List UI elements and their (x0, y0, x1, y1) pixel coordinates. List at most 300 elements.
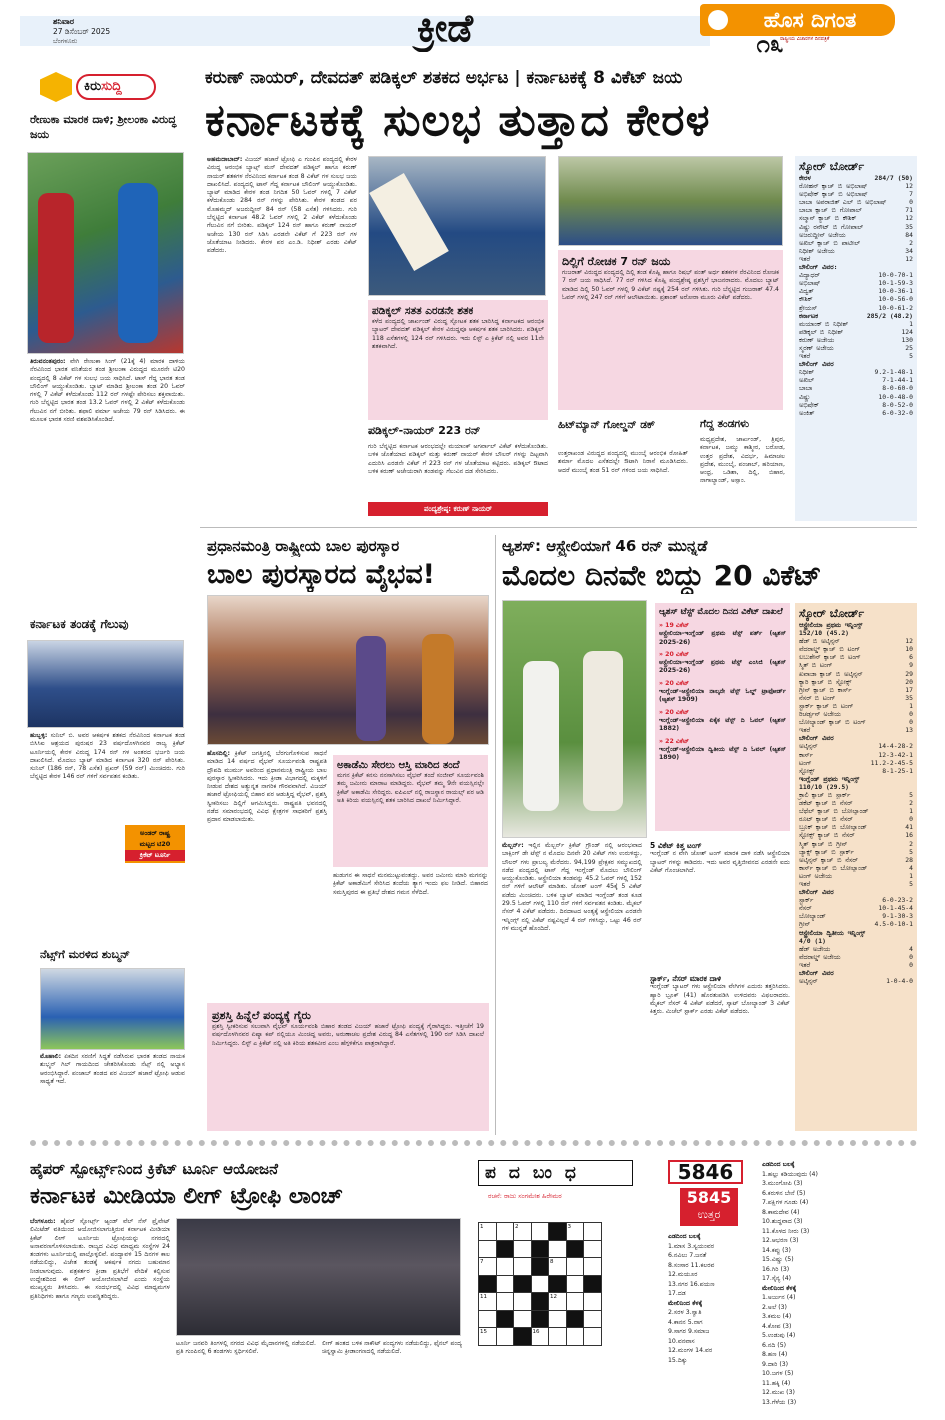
batting-row-player: ಕ್ಯಾರಿ (799, 677, 809, 686)
sb2-bowl2-title: ಬೌಲಿಂಗ್ ವಿವರ (799, 888, 834, 897)
dad-box (333, 755, 488, 867)
bowling-row-figures: 9.2-1-48-1 (874, 368, 913, 377)
section-title: ಕ್ರೀಡೆ (416, 6, 474, 50)
kmcl-text: ಹೈಪರ್ ಸ್ಪೋರ್ಟ್ಸ್ ಆ್ಯಂಡ್ ವೆಲ್ ನೆಸ್ ಪ್ರೈವೇಟ್ ಲಿಮಿಟೆಡ್ ವತಿಯಿಂದ ಆಯೋಜಿಸಲಾಗುತ್ತಿರುವ ಕರ್ನಾಟಕ ಮೀಡಿಯಾ ಕ್ರಿಕೆಟ್ ಲೀಗ್ ಟೂರ್ನಿಯ ಟ್ರೋಫಿಯನ್ನು ನಗರದಲ್ಲಿ ಅನಾವರಣಗೊಳಿಸಲಾಯಿತು. ರಾಜ್ಯದ ವಿವಿಧ ಮಾಧ್ಯಮ ಸಂಸ್ಥೆಗಳ 24 ತಂಡಗಳು ಟೂರ್ನಿಯಲ್ಲಿ ಪಾಲ್ಗೊಳ್ಳಲಿವೆ. ಪಂದ್ಯಾವಳಿ 15 ದಿನಗಳ ಕಾಲ ನಡೆಯಲಿದ್ದು, ವಿಜೇತ ತಂಡಕ್ಕೆ ಆಕರ್ಷಕ ನಗದು ಬಹುಮಾನ ನೀಡಲಾಗುವುದು. ಪತ್ರಕರ್ತರ ಕ್ರೀಡಾ ಪ್ರತಿಭೆಗೆ ವೇದಿಕೆ ಕಲ್ಪಿಸುವ ಉದ್ದೇಶದಿಂದ ಈ ಲೀಗ್ ಆಯೋಜಿಸಲಾಗಿದೆ ಎಂದು ಸಂಸ್ಥೆಯ ಮುಖ್ಯಸ್ಥರು ತಿಳಿಸಿದರು. ಈ ಸಂದರ್ಭದಲ್ಲಿ ವಿವಿಧ ಮಾಧ್ಯಮಗಳ ಪ್ರತಿನಿಧಿಗಳು ಹಾಗೂ ಗಣ್ಯರು ಉಪಸ್ಥಿತರಿದ್ದರು. (30, 1218, 170, 1300)
bowling-row-bowler: ಅಭಿಷೇಕ್ (799, 400, 819, 409)
batting-row (799, 848, 913, 856)
sb2-bowl1-title: ಬೌಲಿಂಗ್ ವಿವರ (799, 734, 834, 743)
batting-row-how (810, 880, 909, 888)
batting-row-how: ಅಜೇಯ (823, 952, 841, 961)
clue-item: 11.ಹಕ್ಕಿ (4) (762, 1379, 791, 1387)
batting-row (799, 815, 913, 823)
grid-cell[interactable]: 16 (531, 1328, 549, 1346)
grid-cell[interactable] (514, 1240, 532, 1258)
batting-row-how: ಕ್ಯಾಚ್ ಬಿ ಟಂಗ್ (823, 653, 861, 662)
paper-name: ಹೊಸ ದಿಗಂತ (763, 8, 857, 32)
kiru-dateline: ತಿರುವನಂತಪುರಂ: (30, 358, 66, 365)
renuka-photo (27, 152, 184, 354)
record-desc: ಆಸ್ಟ್ರೇಲಿಯಾ-ಇಂಗ್ಲೆಂಡ್ ಪ್ರಥಮ ಟೆಸ್ಟ್ ಎಂಸಿಜಿ (ಆ್ಯಶಸ್ 2025-26) (659, 659, 786, 675)
clue-item: 10.ಶುದ್ಧವಾದ (3) (762, 1218, 803, 1225)
grid-row (479, 1310, 602, 1328)
batting-row-player: ಸಲ್ಮಾನ್ (799, 214, 816, 223)
grid-cell[interactable] (514, 1293, 532, 1311)
bowling-row-figures: 8-0-60-0 (882, 384, 913, 393)
sb2-bowling-3 (799, 977, 913, 985)
batting-row (799, 702, 913, 710)
batting-row-how: ಕ್ಯಾಚ್ ಬಿ ಕಾರ್ಸ್ (813, 685, 852, 694)
bowling-row (799, 409, 913, 417)
kmcl-headline: ಕರ್ನಾಟಕ ಮೀಡಿಯಾ ಲೀಗ್ ಟ್ರೋಫಿ ಲಾಂಚ್ (30, 1184, 343, 1209)
answers-across-title: ಎಡದಿಂದ ಬಲಕ್ಕೆ (668, 1233, 701, 1240)
clue-item: 1.ಹಲ್ಲು ಕಡಿಯುವುದು (4) (762, 1170, 818, 1178)
sub1-title: 5 ವಿಕೆಟ್ ಕಿತ್ತ ಟಂಗ್ (650, 842, 702, 850)
grid-cell[interactable] (549, 1310, 567, 1328)
grid-cell[interactable] (531, 1275, 549, 1293)
batting-row-player: ಅಜರುದ್ದೀನ್ (799, 230, 826, 239)
sb1-team2-total: 285/2 (48.2) (866, 311, 913, 320)
batting-row-runs: 28 (905, 855, 913, 864)
batting-row-how: ಕ್ಯಾಚ್ ಬಿ ನೆಸರ್ (815, 799, 853, 808)
bowling-row-bowler: ಸ್ಟಾರ್ಕ್ (799, 896, 814, 905)
bowling-row (799, 295, 913, 303)
bowling-row-bowler: ಅಟ್ಕಿನ್ಸನ್ (799, 742, 818, 751)
bowling-row-figures: 14-4-28-2 (878, 742, 913, 751)
batting-row (799, 961, 913, 969)
batting-row-player: ಇತರೆ (799, 254, 811, 263)
bowling-row-figures: 10-0-56-0 (878, 295, 913, 304)
grid-cell[interactable]: 3 (566, 1223, 584, 1241)
nair-photo (368, 156, 546, 296)
bowling-row (799, 279, 913, 287)
sb2-inn3-total: 4/0 (1) (799, 936, 826, 945)
batting-row-runs: 5 (909, 880, 913, 888)
batting-row-player: ಇತರೆ (799, 880, 811, 888)
sb2-batting-1 (799, 637, 913, 734)
clue-item: 4.ಕೋಪ (3) (762, 1322, 792, 1330)
clue-item: 1.ಅರ್ಜುನ (4) (762, 1294, 796, 1301)
shell-body: ಪ್ರಶಸ್ತಿ ಸ್ವೀಕರಿಸುವ ಸಲುವಾಗಿ ವೈಭವ್ ಸೂರ್ಯವಂಶಿ ಬಿಹಾರ ತಂಡದ ವಿಜಯ್ ಹಜಾರೆ ಟ್ರೋಫಿ ಪಂದ್ಯಕ್ಕೆ ಗೈರಾಗಿದ್ದರು. ಇತ್ತೀಚೆಗೆ 19 ವರ್ಷದೊಳಗಿನವರ ಏಷ್ಯಾ ಕಪ್ ನಲ್ಲಿಯೂ ಮಿಂಚಿದ್ದ ಅವರು, ಅರುಣಾಚಲ ಪ್ರದೇಶ ವಿರುದ್ಧ 84 ಎಸೆತಗಳಲ್ಲಿ 190 ರನ್ ಸಿಡಿಸಿ ದಾಖಲೆ ನಿರ್ಮಿಸಿದ್ದರು. ಲಿಸ್ಟ್ ಎ ಕ್ರಿಕೆಟ್ ನಲ್ಲಿ ಅತಿ ಕಿರಿಯ ಶತಕವೀರ ಎಂಬ ಹೆಗ್ಗಳಿಕೆಗೂ ಪಾತ್ರರಾಗಿದ್ದಾರೆ. (212, 1023, 484, 1047)
batting-row-player: ಬ್ರೂಕ್ (799, 823, 813, 832)
clue-item: 15.ವಿಷ್ಣು (5) (762, 1256, 794, 1263)
award-photo (207, 595, 489, 745)
batting-row-runs: 10 (905, 645, 913, 654)
bala-text: ಕ್ರಿಕೆಟ್ ಜಗತ್ತಿನಲ್ಲಿ ಬೆರಗುಗೊಳಿಸುವ ಸಾಧನೆ ಮಾಡಿದ 14 ವರ್ಷದ ವೈಭವ್ ಸೂರ್ಯವಂಶಿ ರಾಷ್ಟ್ರಪತಿ ದ್ರೌಪದಿ ಮುರ್ಮು ಅವರಿಂದ ಪ್ರಧಾನಮಂತ್ರಿ ರಾಷ್ಟ್ರೀಯ ಬಾಲ ಪುರಸ್ಕಾರ ಸ್ವೀಕರಿಸಿದರು. ಇದು ಕ್ರೀಡಾ ವಿಭಾಗದಲ್ಲಿ ಮಕ್ಕಳಿಗೆ ನೀಡುವ ದೇಶದ ಅತ್ಯುನ್ನತ ನಾಗರಿಕ ಗೌರವವಾಗಿದೆ. ವಿಜಯ್ ಹಜಾರೆ ಟ್ರೋಫಿಯಲ್ಲಿ ಬಿಹಾರ ಪರ ಆಡುತ್ತಿದ್ದ ವೈಭವ್, ಪ್ರಶಸ್ತಿ ಸ್ವೀಕರಿಸಲು ದಿಲ್ಲಿಗೆ ಆಗಮಿಸಿದ್ದರು. ರಾಷ್ಟ್ರಪತಿ ಭವನದಲ್ಲಿ ನಡೆದ ಸಮಾರಂಭದಲ್ಲಿ ವಿವಿಧ ಕ್ಷೇತ್ರಗಳ ಸಾಧಕರಿಗೆ ಪ್ರಶಸ್ತಿ ಪ್ರದಾನ ಮಾಡಲಾಯಿತು. (207, 750, 327, 824)
day: ಶನಿವಾರ (53, 17, 75, 26)
grid-cell[interactable] (566, 1293, 584, 1311)
batting-row-how: ಕ್ಯಾಚ್ ಬಿ ಸ್ಟಾರ್ಕ್ (811, 790, 851, 799)
batting-row-player: ಕಾರ್ಸ್ (799, 863, 813, 872)
batting-row-how (810, 352, 909, 360)
grid-cell[interactable]: 12 (549, 1293, 567, 1311)
batting-row-player: ಹೆಡ್ (799, 637, 810, 646)
batting-row-how: ಕ್ಯಾಚ್ ಬಿ ಬೋಲ್ಯಾಂಡ್ (815, 823, 867, 832)
batting-row-player: ಅಟ್ಕಿನ್ಸನ್ (799, 855, 818, 864)
answer-item: 4.ಕಾನನ 5.ನಾಗ (668, 1318, 703, 1326)
batting-row (799, 807, 913, 815)
batting-row-player: ವಿಷ್ಣು (799, 222, 811, 231)
bowling-row (799, 977, 913, 985)
batting-row-how: ಕ್ಯಾಚ್ ಬಿ ಬೋಲ್ಯಾಂಡ್ (817, 807, 869, 816)
grid-block (549, 1223, 567, 1241)
batting-row-how: ಕ್ಯಾಚ್ ಬಿ ಅಭಿಲಾಷ್ (821, 190, 868, 199)
page-number: ೧೩ (756, 30, 784, 58)
batting-row-runs: 1 (909, 319, 913, 328)
dad-title: ಅಕಾಡೆಮಿ ಸೇರಲು ಆಸ್ತಿ ಮಾರಿದ ತಂದೆ (337, 760, 460, 771)
delhi-title: ದಿಲ್ಲಿಗೆ ರೋಚಕ 7 ರನ್ ಜಯ (562, 255, 671, 268)
batting-row-runs: 0 (909, 960, 913, 969)
clue-item: 17.ಸೈನ್ಯ (4) (762, 1275, 792, 1282)
batting-row-how: ಅಜೇಯ (816, 335, 835, 344)
batting-row-how: ಎಲ್ ಬಿ ಅಭಿಲಾಷ್ (842, 198, 887, 207)
batting-row (799, 678, 913, 686)
winners-body: ಮಧ್ಯಪ್ರದೇಶ, ಜಾರ್ಖಂಡ್, ತ್ರಿಪುರ, ಕರ್ನಾಟಕ, ಜಮ್ಮು ಕಾಶ್ಮೀರ, ಬರೋಡ, ಉತ್ತರ ಪ್ರದೇಶ, ವಿದರ್ಭ, ಹಿಮಾಚಲ ಪ್ರದೇಶ, ಮುಂಬೈ, ಪಂಜಾಬ್, ಹರಿಯಾಣ, ಆಂಧ್ರ, ಒಡಿಶಾ, ದಿಲ್ಲಿ, ಬಿಹಾರ, ನಾಗಾಲ್ಯಾಂಡ್, ಅಸ್ಸಾಂ. (700, 436, 785, 485)
shubman-body (40, 1053, 185, 1135)
batting-row-how: ಕ್ಯಾಚ್ ಬಿ ಅಟ್ಕಿನ್ಸನ್ (819, 669, 863, 678)
record-count: » 20 ವಿಕೆಟ್ (659, 708, 689, 716)
pair223-title: ಪಡಿಕ್ಕಲ್-ನಾಯರ್ 223 ರನ್ (368, 424, 481, 437)
grid-block (531, 1310, 549, 1328)
sb1-team2: ಕರ್ನಾಟಕ (799, 311, 819, 320)
bowling-row (799, 920, 913, 928)
batting-row (799, 182, 913, 190)
batting-row (799, 840, 913, 848)
grid-cell[interactable]: 8 (549, 1258, 567, 1276)
bowling-row (799, 393, 913, 401)
batting-row (799, 694, 913, 702)
batting-row-how: ಬಿ ಟಂಗ್ (814, 693, 836, 702)
record-count: » 20 ವಿಕೆಟ್ (659, 679, 689, 687)
ashes-sub2 (650, 975, 790, 1133)
clue-item: 10.ಜಗಳ (5) (762, 1370, 794, 1377)
batting-row-player: ಇತರೆ (799, 726, 811, 735)
clue-item: 11.ಕೊಳದ ನೀರು (3) (762, 1227, 810, 1235)
padikkal-title: ಪಡಿಕ್ಕಲ್ ಸತತ ಎರಡನೇ ಶತಕ (372, 305, 474, 317)
record-item (659, 709, 786, 734)
batting-row-player: ಸ್ಮಿತ್ (799, 661, 809, 670)
record-item (659, 738, 786, 763)
kiru-suddi-logo (40, 72, 158, 102)
grid-cell[interactable] (549, 1240, 567, 1258)
batting-row-how: ಅಜೇಯ (812, 944, 831, 953)
batting-row-runs: 35 (905, 693, 913, 702)
padikkal-body: ಕಳೆದ ಪಂದ್ಯದಲ್ಲಿ ಜಾರ್ಖಂಡ್ ವಿರುದ್ಧ ಸ್ಫೋಟಕ ಶತಕ ಬಾರಿಸಿದ್ದ ಕರ್ನಾಟಕದ ಆರಂಭಿಕ ಬ್ಯಾಟರ್ ದೇವದತ್ ಪಡಿಕ್ಕಲ್ ಕೇರಳ ವಿರುದ್ಧವೂ ಆಕರ್ಷಕ ಶತಕ ಬಾರಿಸಿದರು. ಪಡಿಕ್ಕಲ್ 118 ಎಸೆತಗಳಲ್ಲಿ 124 ರನ್ ಗಳಿಸಿದರು. ಇದು ಲಿಸ್ಟ್ ಎ ಕ್ರಿಕೆಟ್ ನಲ್ಲಿ ಅವರ 11ನೇ ಶತಕವಾಗಿದೆ. (372, 318, 544, 350)
batting-row-runs: 34 (905, 246, 913, 255)
clue-item: 8.ಕಾಮದೇವ (4) (762, 1208, 800, 1216)
bowling-row-bowler: ಅಖಿಲ್ (799, 376, 815, 385)
bowling-row-bowler: ಕೌಶಿಕ್ (799, 295, 813, 304)
grid-cell[interactable] (584, 1258, 602, 1276)
batting-row-how: ಕ್ಯಾಚ್ ಬಿ ನೆಸರ್ (815, 815, 853, 824)
suddi-label: ಸುದ್ದಿ (101, 79, 122, 94)
batting-row-runs: 0 (909, 198, 913, 207)
grid-row (479, 1275, 602, 1293)
k-tandakke-dateline: ಹುಬ್ಬಳ್ಳಿ: (30, 732, 48, 739)
grid-cell[interactable] (584, 1328, 602, 1346)
grid-cell[interactable] (514, 1258, 532, 1276)
clues-across-title: ಎಡದಿಂದ ಬಲಕ್ಕೆ (762, 1161, 795, 1168)
bowling-row (799, 742, 913, 750)
batting-row (799, 320, 913, 328)
ashes-body (502, 842, 642, 1132)
ashes-text: ಇಲ್ಲಿನ ಮೆಲ್ಬರ್ನ್ ಕ್ರಿಕೆಟ್ ಗ್ರೌಂಡ್ ನಲ್ಲಿ ಆರಂಭವಾದ ಬಾಕ್ಸಿಂಗ್ ಡೇ ಟೆಸ್ಟ್ ನ ಮೊದಲ ದಿನವೇ 20 ವಿಕೆಟ್ ಗಳು ಉರುಳಿದ್ದು, ಬೌಲರ್ ಗಳು ಪ್ರಾಬಲ್ಯ ಮೆರೆದರು. 94,199 ಪ್ರೇಕ್ಷಕರ ಸಮ್ಮುಖದಲ್ಲಿ ನಡೆದ ಪಂದ್ಯದಲ್ಲಿ ಟಾಸ್ ಗೆದ್ದ ಇಂಗ್ಲೆಂಡ್ ಮೊದಲು ಬೌಲಿಂಗ್ ಆಯ್ದುಕೊಂಡಿತು. ಆಸ್ಟ್ರೇಲಿಯಾ ತಂಡವನ್ನು 45.2 ಓವರ್ ಗಳಲ್ಲಿ 152 ರನ್ ಗಳಿಗೆ ಆಲೌಟ್ ಮಾಡಿತು. ಜೋಶ್ ಟಂಗ್ 45ಕ್ಕೆ 5 ವಿಕೆಟ್ ಪಡೆದು ಮಿಂಚಿದರು. ಬಳಿಕ ಬ್ಯಾಟ್ ಮಾಡಿದ ಇಂಗ್ಲೆಂಡ್ ತಂಡ ಕೂಡ 29.5 ಓವರ್ ಗಳಲ್ಲಿ 110 ರನ್ ಗಳಿಗೆ ಸರ್ವಪತನ ಕಂಡಿತು. ಮೈಕಲ್ ನೆಸರ್ 4 ವಿಕೆಟ್ ಪಡೆದರು. ದಿನದಾಟದ ಅಂತ್ಯಕ್ಕೆ ಆಸ್ಟ್ರೇಲಿಯಾ ಎರಡನೇ ಇನ್ನಿಂಗ್ಸ್ ನಲ್ಲಿ ವಿಕೆಟ್ ನಷ್ಟವಿಲ್ಲದೆ 4 ರನ್ ಗಳಿಸಿದ್ದು, ಒಟ್ಟು 46 ರನ್ ಗಳ ಮುನ್ನಡೆ ಹೊಂದಿದೆ. (502, 842, 642, 932)
batting-row-player: ಕ್ರಾಲಿ (799, 790, 809, 799)
batting-row-runs: 5 (909, 790, 913, 799)
kmcl-body (30, 1218, 170, 1413)
bowling-row (799, 304, 913, 312)
bowling-row-bowler: ವಿದ್ಯಾಧರ್ (799, 271, 820, 280)
grid-cell[interactable] (584, 1293, 602, 1311)
batting-row-how: ಅಜೇಯ (817, 246, 835, 255)
batting-row-player: ಬೆಥೆಲ್ (799, 807, 815, 816)
batting-row (799, 953, 913, 961)
batting-row-runs: 12 (905, 254, 913, 263)
ashes-sub1 (650, 842, 790, 972)
clues-across (762, 1170, 917, 1284)
batting-row-runs: 124 (901, 327, 913, 336)
bowling-row-bowler: ಕಾರ್ಸ್ (799, 750, 813, 759)
bowling-row (799, 759, 913, 767)
batting-row-runs: 1 (909, 807, 913, 816)
tagline: ರಾಷ್ಟ್ರೀಯ ವಿಚಾರಗಳ ದಿನಪತ್ರಿಕೆ (780, 36, 830, 42)
batting-row-runs: 84 (905, 230, 913, 239)
bowling-row-figures: 10-0-70-1 (878, 271, 913, 280)
answer-item: 10.ವನವಾಸ (668, 1337, 695, 1345)
u20-badge (125, 825, 185, 863)
grid-cell[interactable]: 1 (479, 1223, 497, 1241)
batting-row-player: ಮಯಾಂಕ್ (799, 319, 822, 328)
bowling-row (799, 271, 913, 279)
batting-row (799, 710, 913, 718)
bowling-row-figures: 6-0-23-2 (882, 896, 913, 905)
clues-down (762, 1293, 917, 1407)
shubman-text: ಏಕದಿನ ಸರಣಿಗೆ ಸಿದ್ಧತೆ ನಡೆಸಿರುವ ಭಾರತ ತಂಡದ ನಾಯಕ ಶುಭ್ಮನ್ ಗಿಲ್ ಗಾಯದಿಂದ ಚೇತರಿಸಿಕೊಂಡು ನೆಟ್ಸ್ ನಲ್ಲಿ ಅಭ್ಯಾಸ ಆರಂಭಿಸಿದ್ದಾರೆ. ಪಂಜಾಬ್ ತಂಡದ ಪರ ವಿಜಯ್ ಹಜಾರೆ ಟ್ರೋಫಿ ಆಡುವ ಸಾಧ್ಯತೆ ಇದೆ. (40, 1053, 185, 1085)
clue-item: 13.ಗೆಳೆಯ (3) (762, 1398, 797, 1406)
grid-cell[interactable]: 11 (479, 1293, 497, 1311)
answer-item: 9.ಸಾಗರ 9.ಸಮಾಜ (668, 1328, 710, 1335)
batting-row-player: ನೆಸರ್ (799, 693, 812, 702)
bowling-row-figures: 10-0-61-2 (878, 303, 913, 312)
u20-line1: ಅಂಡರ್ ರಾಷ್ಟ್ರ (140, 829, 170, 837)
kmcl-body-3: ಲೀಗ್ ಹಂತದ ಬಳಿಕ ನಾಕೌಟ್ ಪಂದ್ಯಗಳು ನಡೆಯಲಿದ್ದು, ಫೈನಲ್ ಪಂದ್ಯ ಚಿನ್ನಸ್ವಾಮಿ ಕ್ರೀಡಾಂಗಣದಲ್ಲಿ ನಡೆಯಲಿದೆ. (322, 1340, 462, 1356)
bala-headline: ಬಾಲ ಪುರಸ್ಕಾರದ ವೈಭವ! (207, 559, 435, 590)
batting-row-runs: 0 (909, 815, 913, 824)
bowling-row-figures: 12-3-42-1 (878, 750, 913, 759)
batting-row-player: ಪಡಿಕ್ಕಲ್ (799, 327, 817, 336)
ashes-dateline: ಮೆಲ್ಬರ್ನ್: (502, 842, 524, 849)
answer-item: 2.ಸರಳ 3.ಸ್ವಾತಿ (668, 1309, 702, 1316)
batting-row (799, 670, 913, 678)
grid-cell[interactable] (479, 1240, 497, 1258)
batting-row-player: ರಿಚರ್ಡ್ಸನ್ (799, 710, 821, 719)
answers-down-title: ಮೇಲಿನಿಂದ ಕೆಳಕ್ಕೆ (668, 1299, 703, 1307)
bowling-row-figures: 10-1-45-4 (878, 904, 913, 913)
answer-item: 17.ದಡ (668, 1290, 686, 1297)
clue-item: 12.ಆಭರಣ (3) (762, 1237, 799, 1244)
hitman-title: ಹಿಟ್‌ಮ್ಯಾನ್ ಗೋಲ್ಡನ್ ಡಕ್ (558, 419, 656, 431)
batting-row-runs: 4 (909, 863, 913, 872)
batting-row-player: ಲಬುಶೇನ್ (799, 653, 821, 662)
grid-row (479, 1223, 602, 1241)
grid-cell[interactable] (566, 1275, 584, 1293)
clue-item: 16.ಗಿರಿ (3) (762, 1265, 790, 1273)
bowling-row-bowler: ಗ್ರೀನ್ (799, 920, 811, 929)
sb2-inn1: ಆಸ್ಟ್ರೇಲಿಯಾ ಪ್ರಥಮ ಇನ್ನಿಂಗ್ಸ್ (799, 621, 863, 629)
record-desc: ಇಂಗ್ಲೆಂಡ್-ಆಸ್ಟ್ರೇಲಿಯಾ ದ್ವಿತೀಯ ಟೆಸ್ಟ್ ದಿ ಓವಲ್ (ಆ್ಯಶಸ್ 1890) (659, 745, 786, 762)
batting-row (799, 223, 913, 231)
puzzle-author: ರಚನೆ: ರಾಜು ಸಂಗಮೇಶ ಹಿರೇಮಠ (488, 1192, 562, 1200)
sub2-body: ಇಂಗ್ಲೆಂಡ್ ಬ್ಯಾಟರ್ ಗಳು ಆಸ್ಟ್ರೇಲಿಯಾ ವೇಗಿಗಳ ಎದುರು ತತ್ತರಿಸಿದರು. ಹ್ಯಾರಿ ಬ್ರೂಕ್ (41) ಹೊರತುಪಡಿಸಿ ಉಳಿದವರು ವಿಫಲರಾದರು. ಮೈಕಲ್ ನೆಸರ್ 4 ವಿಕೆಟ್ ಪಡೆದರೆ, ಸ್ಕಾಟ್ ಬೋಲ್ಯಾಂಡ್ 3 ವಿಕೆಟ್ ಕಿತ್ತರು. ಮಿಚೆಲ್ ಸ್ಟಾರ್ಕ್ ಎರಡು ವಿಕೆಟ್ ಪಡೆದರು. (650, 983, 790, 1016)
bowling-row (799, 751, 913, 759)
grid-cell[interactable] (584, 1223, 602, 1241)
batting-row-runs: 0 (909, 952, 913, 961)
city: ಬೆಂಗಳೂರು (53, 37, 78, 45)
sb2-inn1-total: 152/10 (45.2) (799, 629, 850, 638)
batting-row-runs: 0 (909, 710, 913, 719)
grid-block (479, 1275, 497, 1293)
scoreboard-2 (795, 603, 917, 1131)
bowling-row-bowler: ಟಂಗ್ (799, 758, 812, 767)
bowling-row-figures: 1-0-4-0 (886, 977, 913, 986)
delhi-body: ಗುಜರಾತ್ ವಿರುದ್ಧದ ಪಂದ್ಯದಲ್ಲಿ ದಿಲ್ಲಿ ತಂಡ ಕೊಹ್ಲಿ ಹಾಗೂ ರಿಷಭ್ ಪಂತ್ ಅರ್ಧ ಶತಕಗಳ ನೆರವಿನಿಂದ ರೋಚಕ 7 ರನ್ ಜಯ ಸಾಧಿಸಿದೆ. 77 ರನ್ ಗಳಿಸಿದ ಕೊಹ್ಲಿ ಪಂದ್ಯಶ್ರೇಷ್ಠ ಪ್ರಶಸ್ತಿಗೆ ಭಾಜನರಾದರು. ಮೊದಲು ಬ್ಯಾಟ್ ಮಾಡಿದ ದಿಲ್ಲಿ 50 ಓವರ್ ಗಳಲ್ಲಿ 9 ವಿಕೆಟ್ ನಷ್ಟಕ್ಕೆ 254 ರನ್ ಗಳಿಸಿತು. ಗುರಿ ಬೆನ್ನಟ್ಟಿದ ಗುಜರಾತ್ 47.4 ಓವರ್ ಗಳಲ್ಲಿ 247 ರನ್ ಗಳಿಗೆ ಆಲೌಟಾಯಿತು. ಪ್ರಶಾಂತ್ ಅರೋರಾ ಮೂರು ವಿಕೆಟ್ ಪಡೆದರು. (562, 269, 779, 301)
grid-cell[interactable] (584, 1240, 602, 1258)
divider-v1 (495, 535, 496, 1135)
sb1-team1: ಕೇರಳ (799, 174, 811, 182)
bowling-row-bowler: ವಿಷ್ಣು (799, 392, 811, 401)
batting-row-player: ಬೋಲ್ಯಾಂಡ್ (799, 718, 826, 727)
bowling-row-figures: 11.2-2-45-5 (870, 758, 913, 767)
grid-cell[interactable] (584, 1310, 602, 1328)
kiru-label: ಕಿರು (84, 79, 102, 94)
bala-dateline: ಹೊಸದಿಲ್ಲಿ: (207, 750, 230, 757)
grid-cell[interactable]: 2 (514, 1223, 532, 1241)
divider-h1 (200, 527, 917, 528)
bowling-row-figures: 10-0-36-1 (878, 287, 913, 296)
ashes-kicker: ಆ್ಯಶಸ್: ಆಸ್ಟ್ರೇಲಿಯಾಗೆ 46 ರನ್ ಮುನ್ನಡೆ (502, 537, 708, 555)
bowling-row (799, 401, 913, 409)
records-box (655, 603, 790, 831)
batting-row (799, 206, 913, 214)
batting-row-runs: 71 (905, 206, 913, 215)
sb1-bowl1-title: ಬೌಲಿಂಗ್ ವಿವರ: (799, 263, 838, 272)
grid-block (584, 1275, 602, 1293)
bowling-row-bowler: ನೆಸರ್ (799, 904, 812, 913)
batting-row (799, 799, 913, 807)
grid-cell[interactable] (531, 1223, 549, 1241)
batting-row-player: ಕರುಣ್ (799, 335, 814, 344)
batting-row-player: ಸ್ಮರಣ್ (799, 343, 814, 352)
bowling-row-bowler: ಶ್ರೇಯಸ್ (799, 303, 818, 312)
batting-row-player: ಸ್ಮಿತ್ (799, 839, 809, 848)
batting-row-player: ಡಕೆಟ್ (799, 799, 813, 808)
logo-sun-icon (708, 10, 728, 30)
grid-cell[interactable] (566, 1258, 584, 1276)
grid-cell[interactable]: 7 (479, 1258, 497, 1276)
answer-item: 12.ಮಯೂರ (668, 1271, 698, 1278)
batting-row-how: ಕ್ಯಾಚ್ ಬಿ ಬೋಲ್ಯಾಂಡ್ (815, 863, 868, 872)
bowling-row (799, 368, 913, 376)
puzzle-heading: ಪದಬಂಧ (478, 1160, 633, 1186)
grid-cell[interactable] (496, 1275, 514, 1293)
record-desc: ಆಸ್ಟ್ರೇಲಿಯಾ-ಇಂಗ್ಲೆಂಡ್ ಪ್ರಥಮ ಟೆಸ್ಟ್ ಪರ್ತ್ (ಆ್ಯಶಸ್ 2025-26) (659, 630, 786, 646)
grid-cell[interactable] (496, 1258, 514, 1276)
grid-cell[interactable] (496, 1328, 514, 1346)
batting-row-player: ಜ್ಯಾಕ್ಸ್ (799, 847, 812, 856)
grid-block (514, 1275, 532, 1293)
grid-block (549, 1275, 567, 1293)
bowling-row-bowler: ಬೋಲ್ಯಾಂಡ್ (799, 912, 826, 921)
batting-row-how: ಕ್ಯಾಚ್ ಬಿ ಗೋಪಾಲ್ (815, 206, 862, 215)
grid-cell[interactable] (496, 1293, 514, 1311)
bowling-row-bowler: ನಿಧೀಶ್ (799, 368, 815, 377)
sb2-bowl3-title: ಬೌಲಿಂಗ್ ವಿವರ (799, 969, 834, 978)
answer-box (680, 1188, 738, 1226)
batting-row-runs: 4 (909, 944, 913, 953)
grid-cell[interactable] (479, 1310, 497, 1328)
sb2-batting-2 (799, 791, 913, 888)
date: 27 ಡಿಸೆಂಬರ್ 2025 (53, 27, 111, 36)
answers-across (668, 1242, 753, 1299)
bowling-row-bowler: ಬಾಬಾ (799, 384, 813, 393)
shell-title: ಪ್ರಶಸ್ತಿ ಹಿನ್ನೆಲೆ ಪಂದ್ಯಕ್ಕೆ ಗೈರು (212, 1009, 311, 1022)
sb2-inn3: ಆಸ್ಟ್ರೇಲಿಯಾ ದ್ವಿತೀಯ ಇನ್ನಿಂಗ್ಸ್ (799, 928, 866, 937)
grid-cell[interactable] (496, 1223, 514, 1241)
bala-body-2: ಹುಡುಗನ ಈ ಸಾಧನೆ ಮನಮುಟ್ಟುವಂತದ್ದು. ಅವರ ಜಮೀನು ಮಾರಿ ಮಗನನ್ನು ಕ್ರಿಕೆಟ್ ಅಕಾಡೆಮಿಗೆ ಸೇರಿಸಿದ ತಂದೆಯ ತ್ಯಾಗ ಇಂದು ಫಲ ನೀಡಿದೆ. ಬಿಹಾರದ ಸಮಸ್ತಿಪುರದ ಈ ಪ್ರತಿಭೆ ದೇಶದ ಗಮನ ಸೆಳೆದಿದೆ. (333, 872, 488, 896)
batting-row-runs: 6 (909, 653, 913, 662)
batting-row-runs: 2 (909, 238, 913, 247)
batting-row-runs: 2 (909, 799, 913, 808)
sb1-title: ಸ್ಕೋರ್ ಬೋರ್ಡ್ (799, 160, 865, 173)
batting-row-how: ಅಜೇಯ (828, 230, 846, 239)
sub2-title: ಸ್ಟಾರ್ಕ್, ನೆಸರ್ ಮಾರಕ ದಾಳಿ (650, 975, 722, 983)
batting-row-player: ಸ್ಟಾರ್ಕ್ (799, 701, 814, 710)
grid-cell[interactable] (566, 1328, 584, 1346)
grid-cell[interactable] (549, 1328, 567, 1346)
bowling-row (799, 912, 913, 920)
batting-row-how: ಕ್ಯಾಚ್ ಬಿ ಟಂಗ್ (816, 701, 854, 710)
batting-row-runs: 5 (909, 352, 913, 361)
grid-row (479, 1258, 602, 1276)
batting-row-runs: 7 (909, 190, 913, 199)
batting-row-how: ಬಿ ಟಂಗ್ (811, 661, 833, 670)
batting-row-player: ಇತರೆ (799, 352, 811, 361)
grid-row (479, 1293, 602, 1311)
bowling-row-bowler: ಅಟ್ಕಿನ್ಸನ್ (799, 977, 818, 986)
clue-item: 9.ದಾರಿ (3) (762, 1360, 789, 1368)
clues-list (762, 1160, 917, 1415)
batting-row-how: ಅಜೇಯ (823, 710, 841, 719)
hand-icon (40, 72, 72, 102)
record-count: » 22 ವಿಕೆಟ್ (659, 737, 689, 745)
record-item (659, 680, 786, 705)
batting-row-how: ರನೌಟ್ ಬಿ ಗೋಪಾಲ್ (813, 222, 864, 231)
scoreboard-1 (795, 156, 917, 521)
clue-item: 8.ಹಣ (4) (762, 1351, 788, 1358)
batting-row (799, 945, 913, 953)
batting-row-player: ಅಭಿಷೇಕ್ (799, 190, 819, 199)
grid-block (531, 1240, 549, 1258)
grid-cell[interactable] (514, 1310, 532, 1328)
grid-cell[interactable]: 15 (479, 1328, 497, 1346)
batting-row (799, 328, 913, 336)
batting-row (799, 856, 913, 864)
record-item (659, 651, 786, 676)
batting-row-how (810, 961, 909, 969)
bowling-row-bowler: ಅಂಕಿತ್ (799, 408, 815, 417)
batting-row (799, 344, 913, 352)
batting-row-runs: 41 (905, 823, 913, 832)
batting-row-how: ಕ್ಯಾಚ್ ಬಿ ಪಾಟೀಲ್ (817, 238, 861, 247)
prev-number: 5845 (686, 1188, 732, 1207)
